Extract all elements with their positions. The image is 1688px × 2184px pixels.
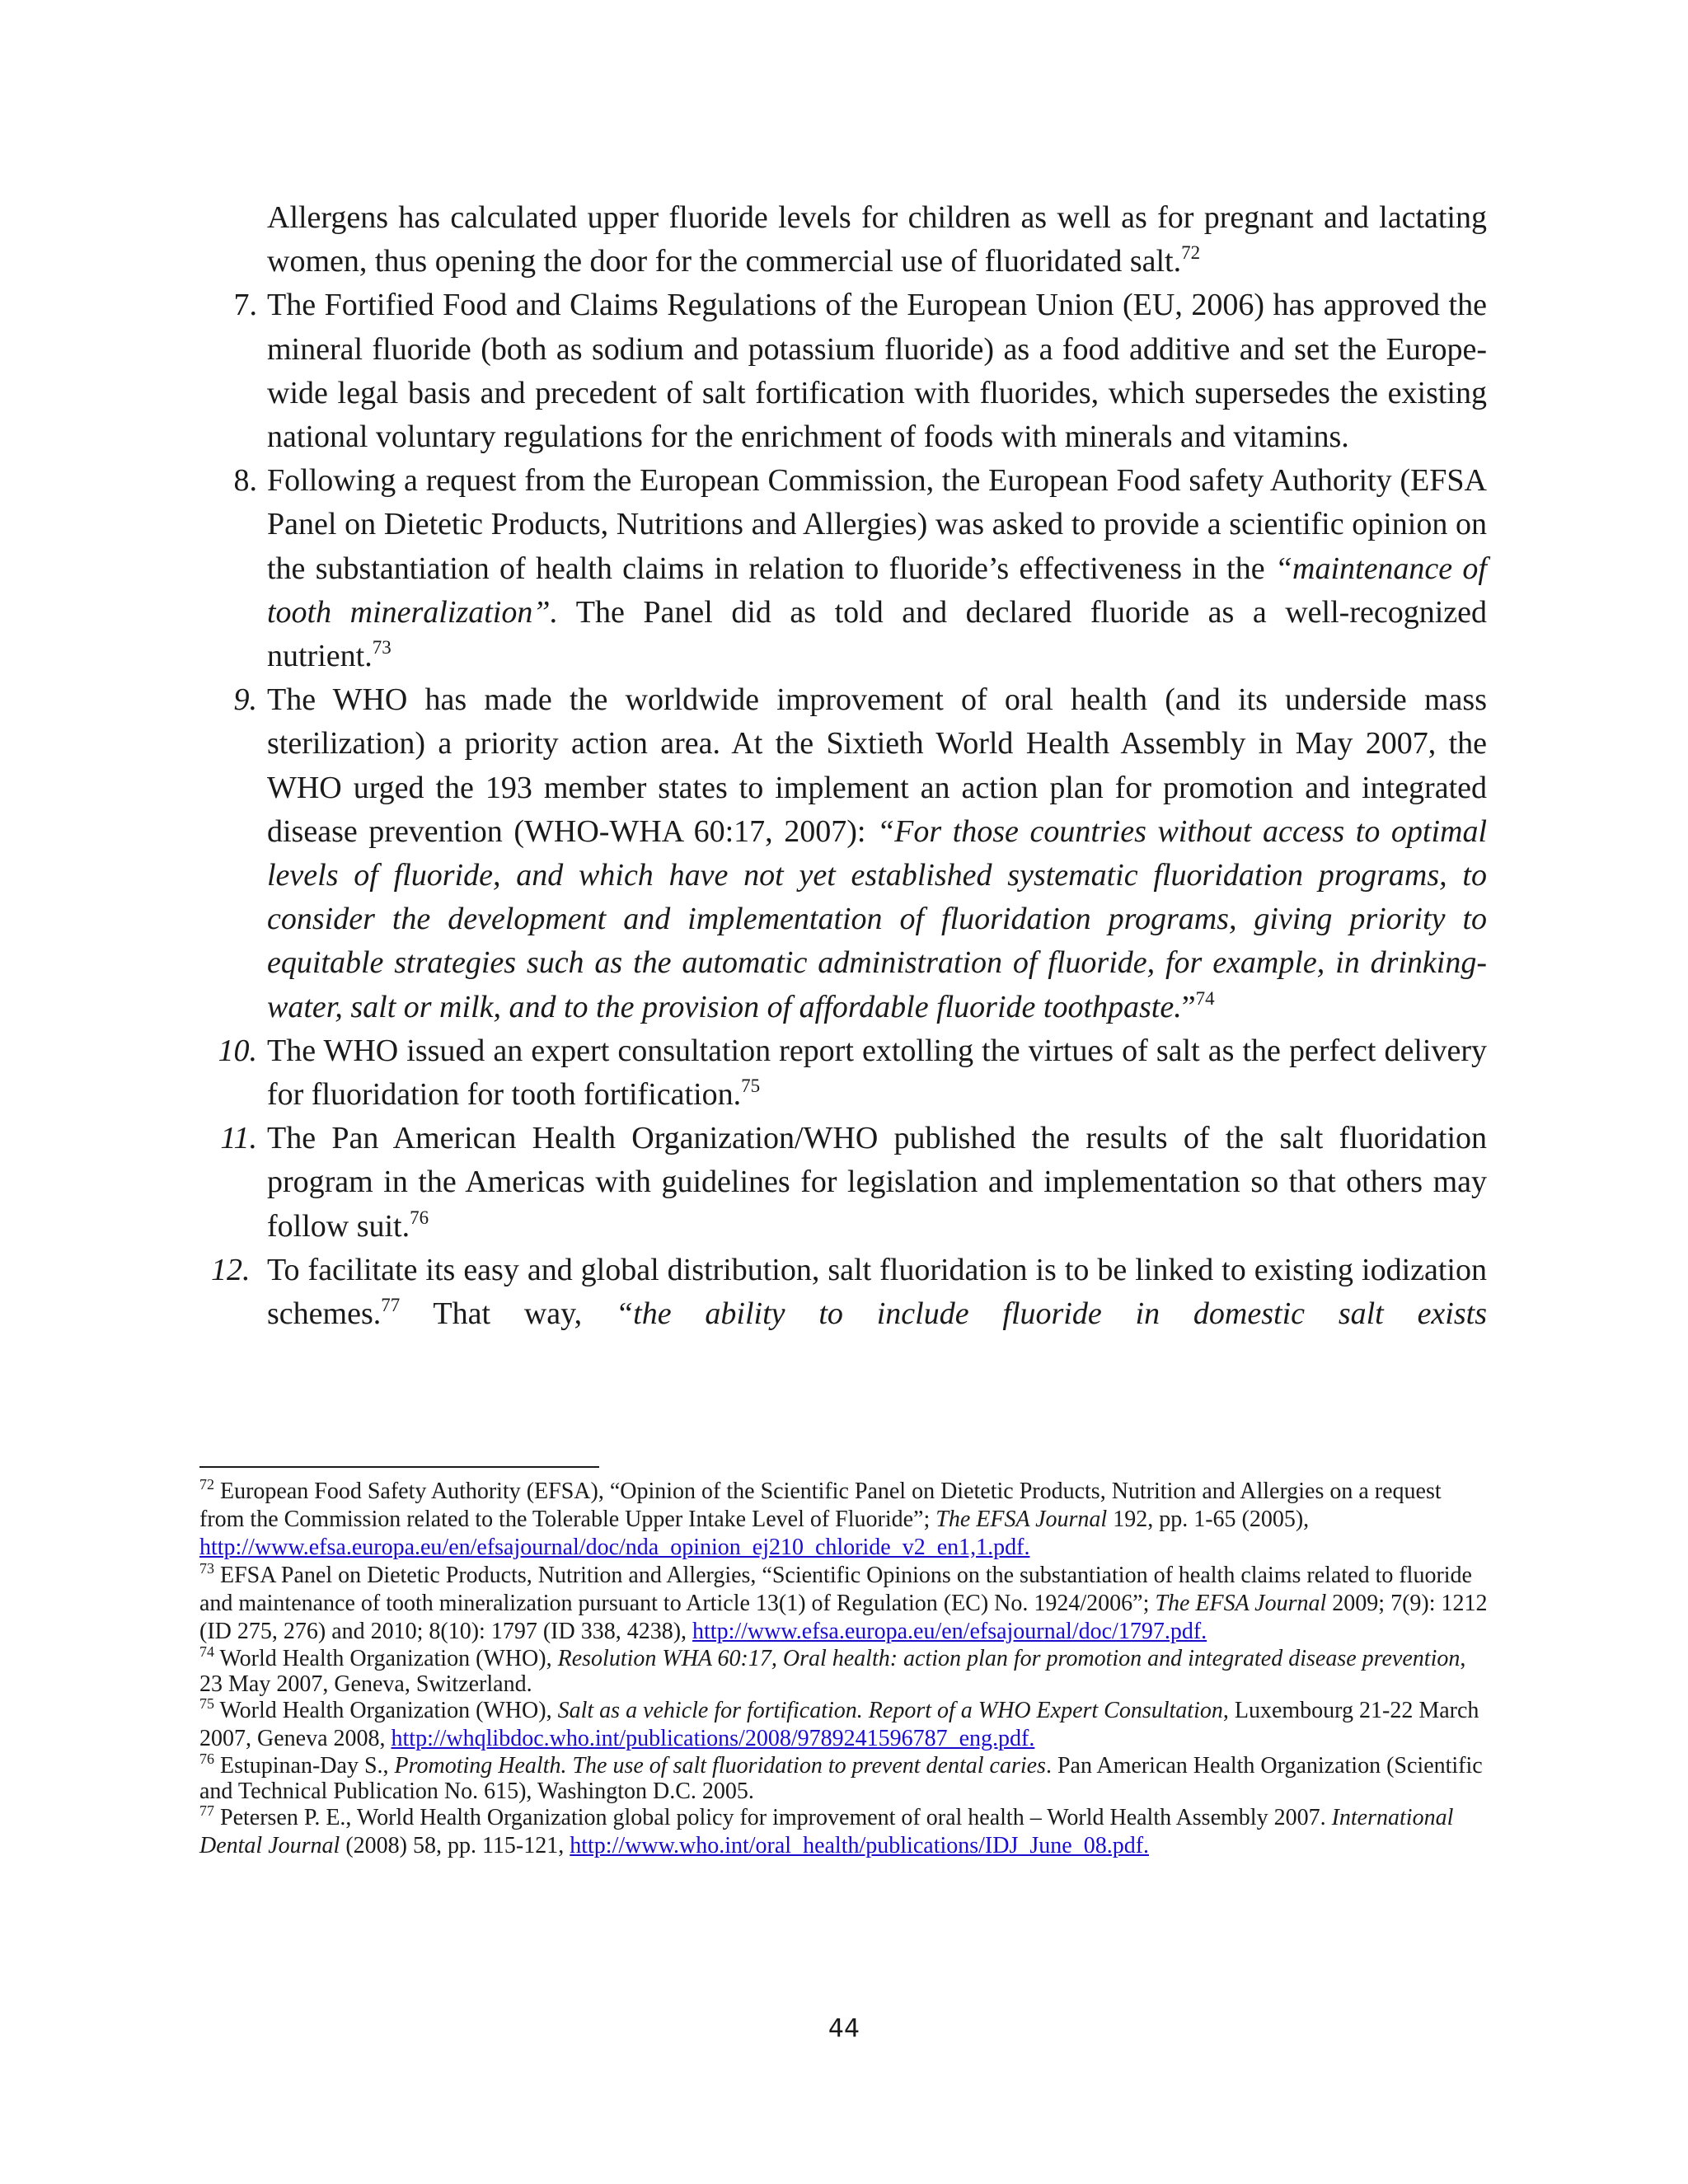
footnote-number: 73 bbox=[199, 1560, 214, 1577]
footnote-number: 75 bbox=[199, 1695, 214, 1712]
list-number: 11. bbox=[220, 1121, 257, 1156]
document-title: Resolution WHA 60:17, Oral health: action plan for promotion and integrated disease prevention bbox=[557, 1646, 1461, 1671]
footnote-text: European Food Safety Authority (EFSA), “Opinion of the Scientific Panel on Dietetic Products, Nutrition and Allergies on a request from the Commission related to the Tolerable Upper Intake Level of Fluoride”; bbox=[199, 1479, 1442, 1532]
footnote-text: Estupinan-Day S., bbox=[214, 1753, 395, 1779]
document-title: Promoting Health. The use of salt fluoridation to prevent dental caries bbox=[394, 1753, 1046, 1779]
list-item-7 bbox=[216, 284, 1487, 459]
footnote-text: EFSA Panel on Dietetic Products, Nutrition and Allergies, “Scientific Opinions on the substantiation of health claims related to fluoride and maintenance of tooth mineralization pursuant to Article 13(1) of Regulation (EC) No. 1924/2006”; bbox=[199, 1563, 1472, 1616]
body-text bbox=[211, 196, 1488, 1336]
list-item-text: The WHO has made the worldwide improvement of oral health (and its underside mass sterilization) a priority action area. At the Sixtieth World Health Assembly in May 2007, the WHO urged the 193 member states to implement an action plan for promotion and integrated disease prevention (WHO-WHA 60:17, 2007): bbox=[267, 682, 1487, 849]
closing-quote: ” bbox=[1181, 989, 1196, 1024]
footnote-number: 72 bbox=[199, 1476, 214, 1493]
footnote-ref-72[interactable]: 72 bbox=[1181, 242, 1201, 264]
list-item-text: The Fortified Food and Claims Regulations of the European Union (EU, 2006) has approved the mineral fluoride (both as sodium and potassium fluoride) as a food additive and set the Europe-wide legal basis and precedent of salt fortification with fluorides, which supersedes the existing national voluntary regulations for the enrichment of foods with minerals and vitamins. bbox=[267, 288, 1487, 455]
document-title: Salt as a vehicle for fortification. Report of a WHO Expert Consultation bbox=[557, 1698, 1223, 1723]
list-item-10 bbox=[216, 1029, 1487, 1117]
list-number: 8. bbox=[233, 463, 257, 499]
journal-title: The EFSA Journal bbox=[1155, 1591, 1327, 1616]
list-item-8 bbox=[216, 459, 1487, 678]
footnotes bbox=[199, 1478, 1490, 1860]
list-item-11 bbox=[216, 1117, 1487, 1249]
footnote-link[interactable]: http://whqlibdoc.who.int/publications/2008/9789241596787_eng.pdf. bbox=[391, 1726, 1035, 1751]
footnote-76 bbox=[199, 1750, 1490, 1804]
list-number: 9. bbox=[233, 682, 257, 718]
list-number: 7. bbox=[233, 288, 257, 323]
list-item-text: To facilitate its easy and global distribution, salt fluoridation is to be linked to existing iodization schemes. bbox=[267, 1252, 1487, 1332]
footnote-text: , 23 May 2007, Geneva, Switzerland. bbox=[199, 1646, 1466, 1697]
quoted-text: “maintenance of tooth mineralization”. bbox=[267, 551, 1487, 630]
footnote-text: World Health Organization (WHO), bbox=[214, 1698, 558, 1723]
footnote-text: 2009; 7(9): 1212 (ID 275, 276) and 2010; 8(10): 1797 (ID 338, 4238), bbox=[199, 1591, 1488, 1644]
footnote-ref-73[interactable]: 73 bbox=[372, 637, 392, 658]
paragraph-text: Allergens has calculated upper fluoride levels for children as well as for pregnant and lactating women, thus opening the door for the commercial use of fluoridated salt. bbox=[267, 200, 1487, 279]
list-item-text: The Pan American Health Organization/WHO published the results of the salt fluoridation program in the Americas with guidelines for legislation and implementation so that others may follow suit. bbox=[267, 1121, 1487, 1244]
footnote-number: 77 bbox=[199, 1802, 214, 1819]
footnote-link[interactable]: http://www.who.int/oral_health/publications/IDJ_June_08.pdf. bbox=[570, 1833, 1150, 1858]
footnote-text: Petersen P. E., World Health Organization global policy for improvement of oral health – World Health Assembly 2007. bbox=[214, 1805, 1332, 1830]
footnote-number: 74 bbox=[199, 1643, 214, 1660]
list-item-9 bbox=[216, 678, 1487, 1029]
footnote-73 bbox=[199, 1562, 1490, 1646]
list-item-text: The WHO issued an expert consultation report extolling the virtues of salt as the perfect delivery for fluoridation for tooth fortification. bbox=[267, 1033, 1487, 1113]
footnote-link[interactable]: http://www.efsa.europa.eu/en/efsajournal/doc/nda_opinion_ej210_chloride_v2_en1,1.pdf. bbox=[199, 1535, 1030, 1560]
journal-title: International Dental Journal bbox=[199, 1805, 1454, 1858]
list-item-text: That way, bbox=[400, 1296, 617, 1332]
footnote-text: , Luxembourg 21-22 March 2007, Geneva 2008, bbox=[199, 1698, 1479, 1751]
list-number: 12. bbox=[211, 1252, 251, 1287]
footnote-ref-75[interactable]: 75 bbox=[741, 1076, 761, 1097]
quoted-text: “the ability to include fluoride in domestic salt exists bbox=[616, 1296, 1487, 1332]
footnote-ref-74[interactable]: 74 bbox=[1195, 987, 1215, 1009]
footnote-text: 192, pp. 1-65 (2005), bbox=[1107, 1507, 1310, 1532]
quoted-text: “For those countries without access to optimal levels of fluoride, and which have not yet established systematic fluoridation programs, to consider the development and implementation of fluoridation programs, giving priority to equitable strategies such as the automatic administration of fluoride, for example, in drinking-water, salt or milk, and to the provision of affordable fluoride toothpaste. bbox=[267, 813, 1488, 1024]
footnote-number: 76 bbox=[199, 1750, 214, 1767]
list-item-12 bbox=[211, 1249, 1487, 1336]
footnote-text: World Health Organization (WHO), bbox=[214, 1646, 558, 1671]
list-item-text: Following a request from the European Commission, the European Food safety Authority (EFSA Panel on Dietetic Products, Nutritions and Allergies) was asked to provide a scientific opinion on the substantiation of health claims in relation to fluoride’s effectiveness in the bbox=[267, 463, 1487, 586]
footnote-text: (2008) 58, pp. 115-121, bbox=[340, 1833, 570, 1858]
page-number: 44 bbox=[828, 2014, 860, 2043]
continued-paragraph bbox=[216, 196, 1487, 284]
footnote-74 bbox=[199, 1643, 1490, 1697]
footnote-text: . Pan American Health Organization (Scientific and Technical Publication No. 615), Washington D.C. 2005. bbox=[199, 1753, 1483, 1804]
footnote-75 bbox=[199, 1697, 1490, 1753]
list-item-text: The Panel did as told and declared fluoride as a well-recognized nutrient. bbox=[267, 594, 1487, 674]
footnote-ref-77[interactable]: 77 bbox=[381, 1295, 401, 1316]
footnote-ref-76[interactable]: 76 bbox=[410, 1207, 429, 1228]
list-number: 10. bbox=[218, 1033, 257, 1068]
footnote-link[interactable]: http://www.efsa.europa.eu/en/efsajournal/doc/1797.pdf. bbox=[692, 1619, 1207, 1644]
footnote-72 bbox=[199, 1478, 1490, 1562]
footnote-separator bbox=[199, 1466, 599, 1468]
footnote-77 bbox=[199, 1804, 1490, 1860]
journal-title: The EFSA Journal bbox=[935, 1507, 1108, 1532]
